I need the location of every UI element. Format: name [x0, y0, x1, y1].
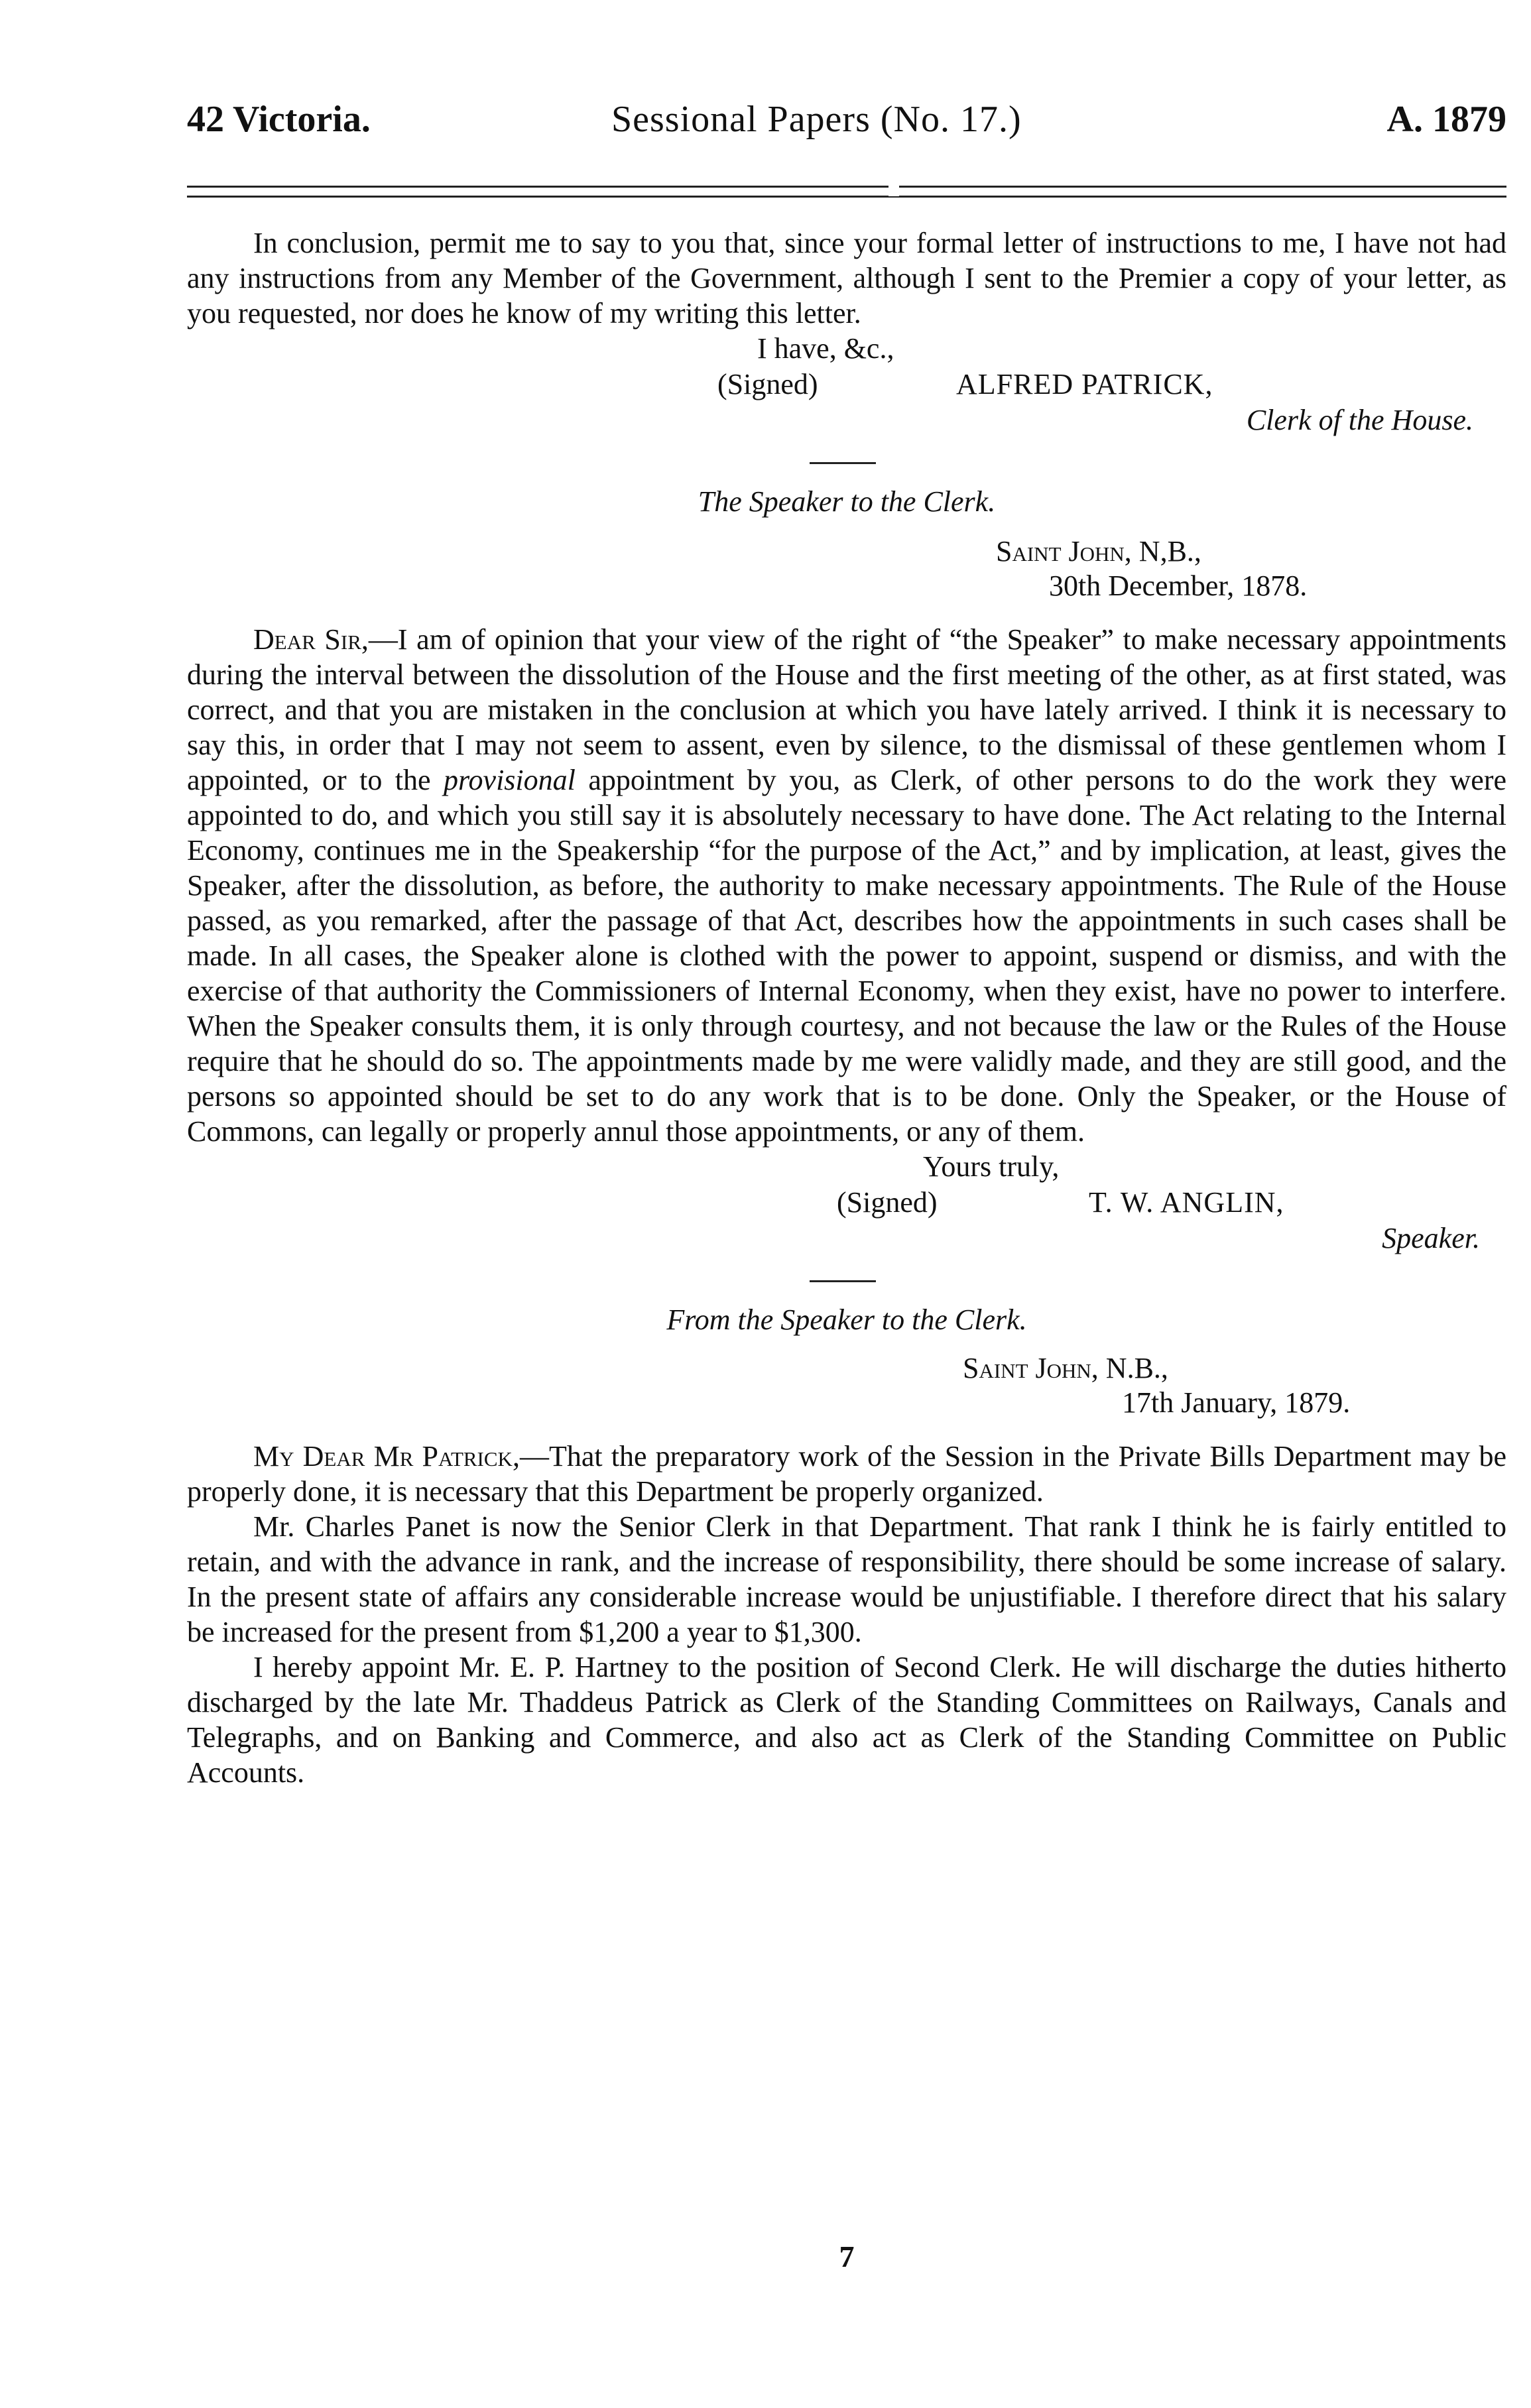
document-body [187, 225, 1506, 1790]
letter2-signed: (Signed) [837, 1186, 938, 1219]
document-page [187, 86, 1506, 2354]
letter2-text: —I am of opinion that your view of the right of “the Speaker” to make necessary appointments during the interval between the dissolution of the House and the first meeting of the other, as at first stated, was correct, and that you are mistaken in the conclusion at which you have lately arrived. I think it is necessary to say this, in order that I may not seem to assent, even by silence, to the dismissal of these gentlemen whom I appointed, or to the provisional appointment by you, as Clerk, of other persons to do the work they were appointed to do, and which you still say it is absolutely necessary to have done. The Act relating to the Internal Economy, continues me in the Speakership “for the purpose of the Act,” and by implication, at least, gives the Speaker, after the dissolution, as before, the authority to make necessary appointments. The Rule of the House passed, as you remarked, after the passage of that Act, describes how the appointments in such cases shall be made. In all cases, the Speaker alone is clothed with the power to appoint, suspend or dismiss, and with the exercise of that authority the Commissioners of Internal Economy, when they exist, have no power to interfere. When the Speaker consults them, it is only through courtesy, and not because the law or the Rules of the House require that he should do so. The appointments made by me were validly made, and they are still good, and the persons so appointed should be set to do any work that is to be done. Only the Speaker, or the House of Commons, can legally or properly annul those appointments, or any of them. [187, 623, 1507, 1148]
letter2-date: 30th December, 1878. [1049, 570, 1308, 602]
letter3-heading: From the Speaker to the Clerk. [666, 1303, 1027, 1336]
header-center: Sessional Papers (No. 17.) [611, 99, 1022, 140]
header-rule [187, 186, 1506, 198]
letter2-body [187, 622, 1506, 1149]
letter2-title: Speaker. [1382, 1222, 1480, 1254]
page-header [187, 86, 1506, 159]
letter3-date: 17th January, 1879. [1122, 1386, 1351, 1419]
letter1-name: ALFRED PATRICK, [956, 368, 1213, 400]
letter3-paragraph-2: Mr. Charles Panet is now the Senior Clerk in that Department. That rank I think he is fairly entitled to retain, and with the advance in rank, and the increase of responsibility, there should be some increase of salary. In the present state of affairs any considerable increase would be unjustifiable. I therefore direct that his salary be increased for the present from $1,200 a year to $1,300. [187, 1510, 1506, 1648]
letter3-salutation: My Dear Mr Patrick, [253, 1440, 520, 1473]
letter2-place: Saint John, N,B., [996, 535, 1201, 568]
letter3-paragraph-1: My Dear Mr Patrick,—That the preparatory work of the Session in the Private Bills Department may be properly done, it is necessary that this Department be properly organized. [187, 1440, 1507, 1508]
letter1-closing: I have, &c., [757, 332, 894, 365]
letter1-title: Clerk of the House. [1246, 404, 1473, 436]
page-number: 7 [839, 2240, 855, 2273]
letter2-name: T. W. ANGLIN, [1089, 1186, 1284, 1219]
section-divider-2 [810, 1280, 876, 1282]
letter2-heading: The Speaker to the Clerk. [698, 485, 996, 518]
letter3-place: Saint John, N.B., [963, 1352, 1168, 1384]
letter1-paragraph: In conclusion, permit me to say to you that, since your formal letter of instructions to me, I have not had any instructions from any Member of the Government, although I sent to the Premier a copy of your letter, as you requested, nor does he know of my writing this letter. [187, 227, 1506, 330]
letter2-closing: Yours truly, [923, 1150, 1060, 1183]
letter1-signed: (Signed) [717, 368, 818, 400]
header-left: 42 Victoria. [187, 99, 371, 140]
letter3-paragraph-3: I hereby appoint Mr. E. P. Hartney to the position of Second Clerk. He will discharge the duties hitherto discharged by the late Mr. Thaddeus Patrick as Clerk of the Standing Committees on Railways, Canals and Telegraphs, and on Banking and Commerce, and also act as Clerk of the Standing Committee on Public Accounts. [187, 1651, 1506, 1789]
header-right: A. 1879 [1386, 99, 1506, 140]
letter2-salutation: Dear Sir, [253, 623, 369, 656]
section-divider [810, 462, 876, 464]
